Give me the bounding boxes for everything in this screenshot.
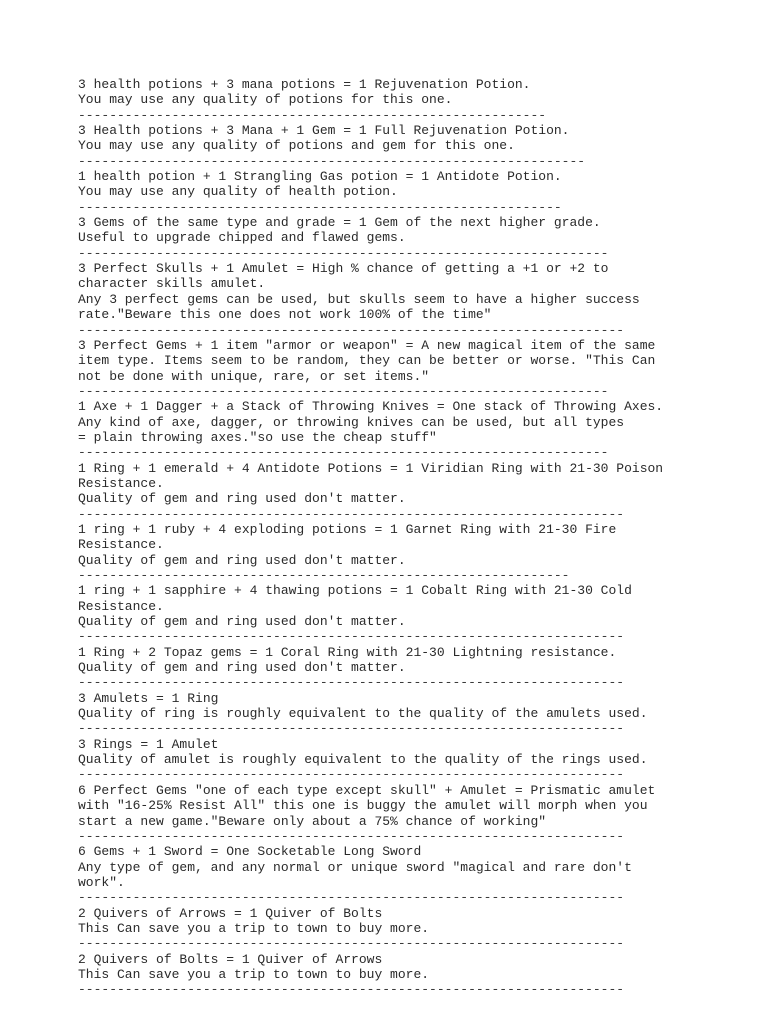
separator-line: ---------------------------------------------------------------------- <box>78 721 625 737</box>
separator-line: -------------------------------------------------------------- <box>78 199 562 215</box>
recipe-note: Any kind of axe, dagger, or throwing knives can be used, but all types <box>78 414 625 430</box>
recipe-entry <box>78 906 758 952</box>
recipe-note: Useful to upgrade chipped and flawed gems. <box>78 230 406 246</box>
recipe-note: Quality of gem and ring used don't matter. <box>78 660 406 676</box>
recipe-entry <box>78 691 758 737</box>
recipe-formula: 1 Ring + 1 emerald + 4 Antidote Potions = 1 Viridian Ring with 21-30 Poison <box>78 460 664 476</box>
recipe-note: item type. Items seem to be random, they can be better or worse. "This Can <box>78 353 656 369</box>
recipe-formula: 3 Amulets = 1 Ring <box>78 690 219 706</box>
recipe-entry <box>78 215 758 261</box>
recipe-entry <box>78 783 758 844</box>
recipe-note: start a new game."Beware only about a 75% chance of working" <box>78 813 547 829</box>
separator-line: ------------------------------------------------------------ <box>78 107 547 123</box>
separator-line: ---------------------------------------------------------------------- <box>78 828 625 844</box>
recipe-entry <box>78 952 758 998</box>
separator-line: ---------------------------------------------------------------------- <box>78 322 625 338</box>
recipe-note: This Can save you a trip to town to buy more. <box>78 966 430 982</box>
recipe-entry <box>78 77 758 123</box>
recipe-formula: 6 Perfect Gems "one of each type except skull" + Amulet = Prismatic amulet <box>78 782 656 798</box>
separator-line: ---------------------------------------------------------------------- <box>78 982 625 998</box>
recipe-note: not be done with unique, rare, or set items." <box>78 368 430 384</box>
recipe-formula: 2 Quivers of Arrows = 1 Quiver of Bolts <box>78 905 383 921</box>
recipe-note: This Can save you a trip to town to buy more. <box>78 920 430 936</box>
recipe-formula: 1 ring + 1 sapphire + 4 thawing potions = 1 Cobalt Ring with 21-30 Cold <box>78 583 632 599</box>
separator-line: --------------------------------------------------------------- <box>78 568 570 583</box>
recipe-note: You may use any quality of health potion. <box>78 184 398 200</box>
separator-line: ---------------------------------------------------------------------- <box>78 767 625 783</box>
separator-line: ----------------------------------------------------------------- <box>78 153 586 169</box>
recipe-formula: 3 Perfect Skulls + 1 Amulet = High % chance of getting a +1 or +2 to <box>78 261 609 277</box>
recipe-note: Resistance. <box>78 475 164 491</box>
recipe-formula: 3 Rings = 1 Amulet <box>78 736 219 752</box>
recipe-entry <box>78 844 758 905</box>
recipe-entry <box>78 169 758 215</box>
separator-line: ---------------------------------------------------------------------- <box>78 936 625 952</box>
recipe-note: Quality of amulet is roughly equivalent to the quality of the rings used. <box>78 752 648 768</box>
recipe-entry <box>78 399 758 460</box>
recipe-note: Quality of gem and ring used don't matter. <box>78 491 406 507</box>
recipe-note: Quality of ring is roughly equivalent to the quality of the amulets used. <box>78 706 648 722</box>
recipe-formula: 1 Axe + 1 Dagger + a Stack of Throwing Knives = One stack of Throwing Axes. <box>78 399 664 415</box>
recipe-entry <box>78 123 758 169</box>
recipe-formula: 6 Gems + 1 Sword = One Socketable Long Sword <box>78 844 422 860</box>
recipe-note: Any 3 perfect gems can be used, but skulls seem to have a higher success <box>78 291 640 307</box>
recipe-note: You may use any quality of potions and gem for this one. <box>78 138 515 154</box>
separator-line: -------------------------------------------------------------------- <box>78 383 609 399</box>
recipe-note: with "16-25% Resist All" this one is buggy the amulet will morph when you <box>78 798 648 814</box>
separator-line: ---------------------------------------------------------------------- <box>78 506 625 522</box>
recipe-formula: 1 health potion + 1 Strangling Gas potion = 1 Antidote Potion. <box>78 169 562 185</box>
recipe-entry <box>78 461 758 522</box>
recipe-formula: 1 Ring + 2 Topaz gems = 1 Coral Ring with 21-30 Lightning resistance. <box>78 644 617 660</box>
recipe-formula: 2 Quivers of Bolts = 1 Quiver of Arrows <box>78 951 383 967</box>
recipe-entry <box>78 583 758 644</box>
recipe-note: You may use any quality of potions for this one. <box>78 92 453 108</box>
recipe-entry <box>78 645 758 691</box>
separator-line: -------------------------------------------------------------------- <box>78 445 609 461</box>
recipe-note: Quality of gem and ring used don't matter. <box>78 552 406 568</box>
recipe-note: Resistance. <box>78 537 164 553</box>
recipe-note: rate."Beware this one does not work 100% of the time" <box>78 307 492 323</box>
recipe-formula: 3 Health potions + 3 Mana + 1 Gem = 1 Full Rejuvenation Potion. <box>78 123 570 139</box>
recipe-formula: 1 ring + 1 ruby + 4 exploding potions = 1 Garnet Ring with 21-30 Fire <box>78 521 617 537</box>
separator-line: ---------------------------------------------------------------------- <box>78 629 625 645</box>
recipe-document <box>78 77 758 998</box>
separator-line: ---------------------------------------------------------------------- <box>78 675 625 691</box>
separator-line: ---------------------------------------------------------------------- <box>78 890 625 906</box>
recipe-note: character skills amulet. <box>78 276 266 292</box>
recipe-entry <box>78 261 758 338</box>
recipe-note: Any type of gem, and any normal or unique sword "magical and rare don't <box>78 859 632 875</box>
separator-line: -------------------------------------------------------------------- <box>78 245 609 261</box>
recipe-formula: 3 health potions + 3 mana potions = 1 Rejuvenation Potion. <box>78 77 531 92</box>
recipe-formula: 3 Perfect Gems + 1 item "armor or weapon" = A new magical item of the same <box>78 337 656 353</box>
recipe-note: = plain throwing axes."so use the cheap stuff" <box>78 429 437 445</box>
recipe-entry <box>78 522 758 583</box>
recipe-note: Resistance. <box>78 598 164 614</box>
recipe-entry <box>78 338 758 399</box>
recipe-note: Quality of gem and ring used don't matter. <box>78 614 406 630</box>
recipe-note: work". <box>78 874 125 890</box>
recipe-formula: 3 Gems of the same type and grade = 1 Gem of the next higher grade. <box>78 215 601 231</box>
recipe-entry <box>78 737 758 783</box>
